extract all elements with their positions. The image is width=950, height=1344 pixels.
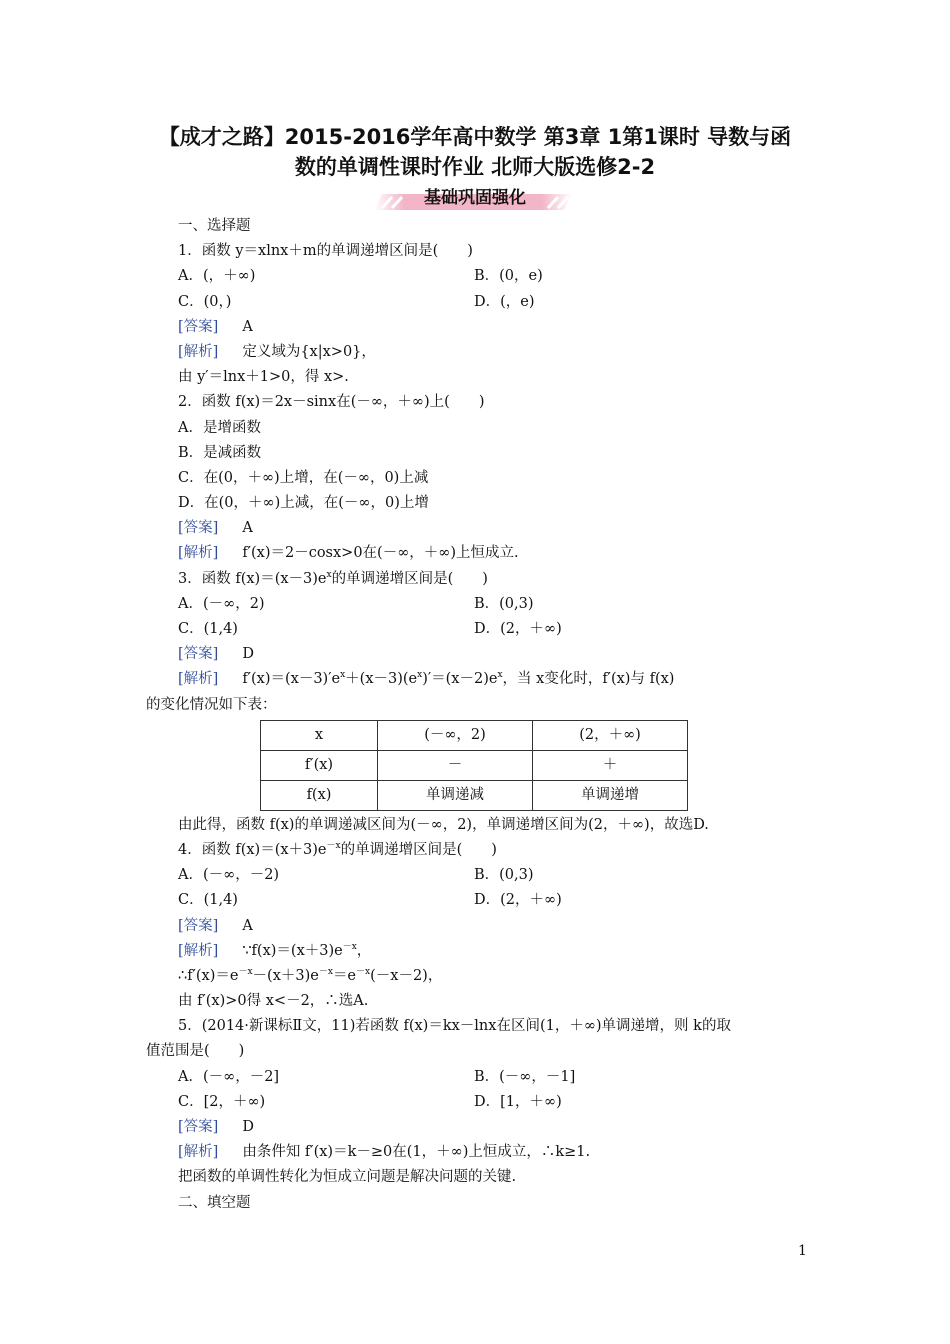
- analysis-text: ＋(x－3)(e: [345, 671, 418, 688]
- question-1-stem: 1．函数 y＝xlnx＋m的单调递增区间是( ): [178, 243, 473, 260]
- option-d: D．[1，＋∞): [474, 1093, 562, 1110]
- document-title: [130, 122, 820, 182]
- answer-tag: [答案]: [178, 917, 219, 934]
- option-b: B．(0，e): [474, 268, 543, 285]
- analysis-text: 由 y′＝lnx＋1>0，得 x>.: [178, 369, 349, 386]
- question-4-options-ab: [178, 863, 818, 888]
- option-c: C．[2，＋∞): [178, 1093, 266, 1110]
- exponent: x: [417, 670, 423, 681]
- title-line-2: 数的单调性课时作业 北师大版选修2-2: [294, 155, 656, 179]
- question-1-options-ab: [178, 264, 818, 289]
- option-b: B．(－∞，－1]: [474, 1068, 576, 1085]
- question-2-answer: [178, 516, 818, 541]
- stem-text: 的单调递增区间是( ): [331, 570, 488, 587]
- question-4-stem: [178, 838, 818, 863]
- stem-text: 的单调递增区间是( ): [340, 841, 497, 858]
- exponent: －x: [356, 966, 371, 977]
- question-1-options-cd: [178, 290, 818, 315]
- option-c: C．(1,4): [178, 892, 238, 909]
- analysis-text: 定义域为{x|x>0}，: [242, 343, 376, 360]
- question-4-analysis: [178, 939, 818, 964]
- analysis-text: f′(x)＝(x－3)′e: [242, 671, 341, 688]
- table-row: [261, 720, 688, 750]
- exponent: x: [497, 670, 503, 681]
- option-a: A．是增函数: [178, 419, 261, 436]
- option-a: A．(－∞，－2): [178, 867, 280, 884]
- document-body: [146, 214, 818, 1216]
- analysis-text: 由 f′(x)>0得 x<－2，∴选A.: [178, 993, 369, 1010]
- question-4-answer: [178, 914, 818, 939]
- analysis-tag: [解析]: [178, 545, 219, 562]
- analysis-text: 的变化情况如下表：: [146, 696, 277, 713]
- analysis-tag: [解析]: [178, 1144, 219, 1161]
- analysis-text: －(x＋3)e: [252, 967, 319, 984]
- option-b: B．(0,3): [474, 595, 534, 612]
- exponent: －x: [342, 941, 357, 952]
- section-heading: 二、填空题: [178, 1194, 251, 1211]
- option-d: D．在(0，＋∞)上减，在(－∞，0)上增: [178, 495, 429, 512]
- table-row: [261, 750, 688, 780]
- table-cell: 单调递减: [378, 780, 533, 810]
- option-d: D．(，e): [474, 293, 535, 310]
- table-cell: f′(x): [261, 750, 378, 780]
- table-cell: ＋: [533, 750, 688, 780]
- exponent: －x: [326, 840, 341, 851]
- table-cell: (2，＋∞): [533, 720, 688, 750]
- analysis-text: )′＝(x－2)e: [422, 671, 498, 688]
- answer-value: A: [242, 520, 253, 537]
- question-5-stem-cont: 值范围是( ): [146, 1043, 245, 1060]
- analysis-text: f′(x)＝2－cosx>0在(－∞，＋∞)上恒成立.: [242, 545, 519, 562]
- question-3-conclusion: 由此得，函数 f(x)的单调递减区间为(－∞，2)，单调递增区间为(2，＋∞)，故选D.: [178, 816, 709, 833]
- stem-text: 3．函数 f(x)＝(x－3)e: [178, 570, 327, 587]
- table-cell: 单调递增: [533, 780, 688, 810]
- table-cell: －: [378, 750, 533, 780]
- option-a: A．(，＋∞): [178, 268, 256, 285]
- variation-table: [260, 720, 688, 811]
- question-3-stem: [178, 567, 818, 592]
- analysis-text: ＝e: [332, 967, 357, 984]
- answer-tag: [答案]: [178, 318, 219, 335]
- analysis-text: (－x－2)，: [370, 967, 443, 984]
- analysis-text: [178, 964, 818, 989]
- question-2-analysis: [178, 541, 818, 566]
- answer-value: D: [242, 1119, 254, 1135]
- answer-value: D: [242, 646, 254, 663]
- exponent: －x: [318, 966, 333, 977]
- question-3-analysis: [178, 667, 818, 692]
- answer-tag: [答案]: [178, 646, 219, 663]
- analysis-tag: [解析]: [178, 942, 219, 959]
- section-banner: [368, 180, 582, 212]
- option-b: B．是减函数: [178, 444, 262, 461]
- section-heading: 一、选择题: [178, 218, 251, 234]
- table-row: [261, 780, 688, 810]
- exponent: x: [326, 569, 332, 580]
- analysis-tag: [解析]: [178, 671, 219, 688]
- question-5-stem: 5．(2014·新课标Ⅱ文，11)若函数 f(x)＝kx－lnx在区间(1，＋∞)单调递增，则 k的取: [178, 1018, 731, 1035]
- question-1-analysis: [178, 340, 818, 365]
- option-c: C．(0，): [178, 293, 232, 310]
- option-d: D．(2，＋∞): [474, 621, 562, 637]
- answer-value: A: [242, 917, 253, 934]
- question-5-analysis: [178, 1140, 818, 1165]
- analysis-text: 把函数的单调性转化为恒成立问题是解决问题的关键.: [178, 1169, 517, 1186]
- analysis-text: ∴f′(x)＝e: [178, 967, 239, 984]
- question-3-options-ab: [178, 592, 818, 617]
- question-1-answer: [178, 315, 818, 340]
- question-5-answer: [178, 1115, 818, 1140]
- option-c: C．(1,4): [178, 621, 238, 637]
- question-5-options-ab: [178, 1065, 818, 1090]
- question-3-options-cd: [178, 617, 818, 642]
- analysis-tag: [解析]: [178, 343, 219, 360]
- answer-tag: [答案]: [178, 520, 219, 537]
- question-5-options-cd: [178, 1090, 818, 1115]
- banner-label: 基础巩固强化: [424, 188, 526, 208]
- analysis-text: ∵f(x)＝(x＋3)e: [242, 942, 343, 959]
- option-a: A．(－∞，－2]: [178, 1068, 280, 1085]
- answer-value: A: [242, 318, 253, 335]
- answer-tag: [答案]: [178, 1119, 219, 1135]
- analysis-text: ，: [356, 942, 372, 959]
- page-number: 1: [798, 1243, 807, 1259]
- table-cell: (－∞，2): [378, 720, 533, 750]
- exponent: x: [340, 670, 346, 681]
- stem-text: 4．函数 f(x)＝(x＋3)e: [178, 841, 327, 858]
- option-c: C．在(0，＋∞)上增，在(－∞，0)上减: [178, 469, 429, 486]
- question-4-options-cd: [178, 888, 818, 913]
- title-line-1: 【成才之路】2015-2016学年高中数学 第3章 1第1课时 导数与函: [158, 125, 792, 149]
- option-d: D．(2，＋∞): [474, 892, 562, 909]
- option-b: B．(0,3): [474, 867, 534, 884]
- question-2-stem: 2．函数 f(x)＝2x－sinx在(－∞，＋∞)上( ): [178, 394, 485, 411]
- exponent: －x: [238, 966, 253, 977]
- analysis-text: ，当 x变化时，f′(x)与 f(x): [502, 671, 675, 688]
- question-3-answer: [178, 642, 818, 667]
- table-cell: x: [261, 720, 378, 750]
- table-cell: f(x): [261, 780, 378, 810]
- analysis-text: 由条件知 f′(x)＝k－≥0在(1，＋∞)上恒成立，∴k≥1.: [242, 1144, 591, 1161]
- option-a: A．(－∞，2): [178, 595, 265, 612]
